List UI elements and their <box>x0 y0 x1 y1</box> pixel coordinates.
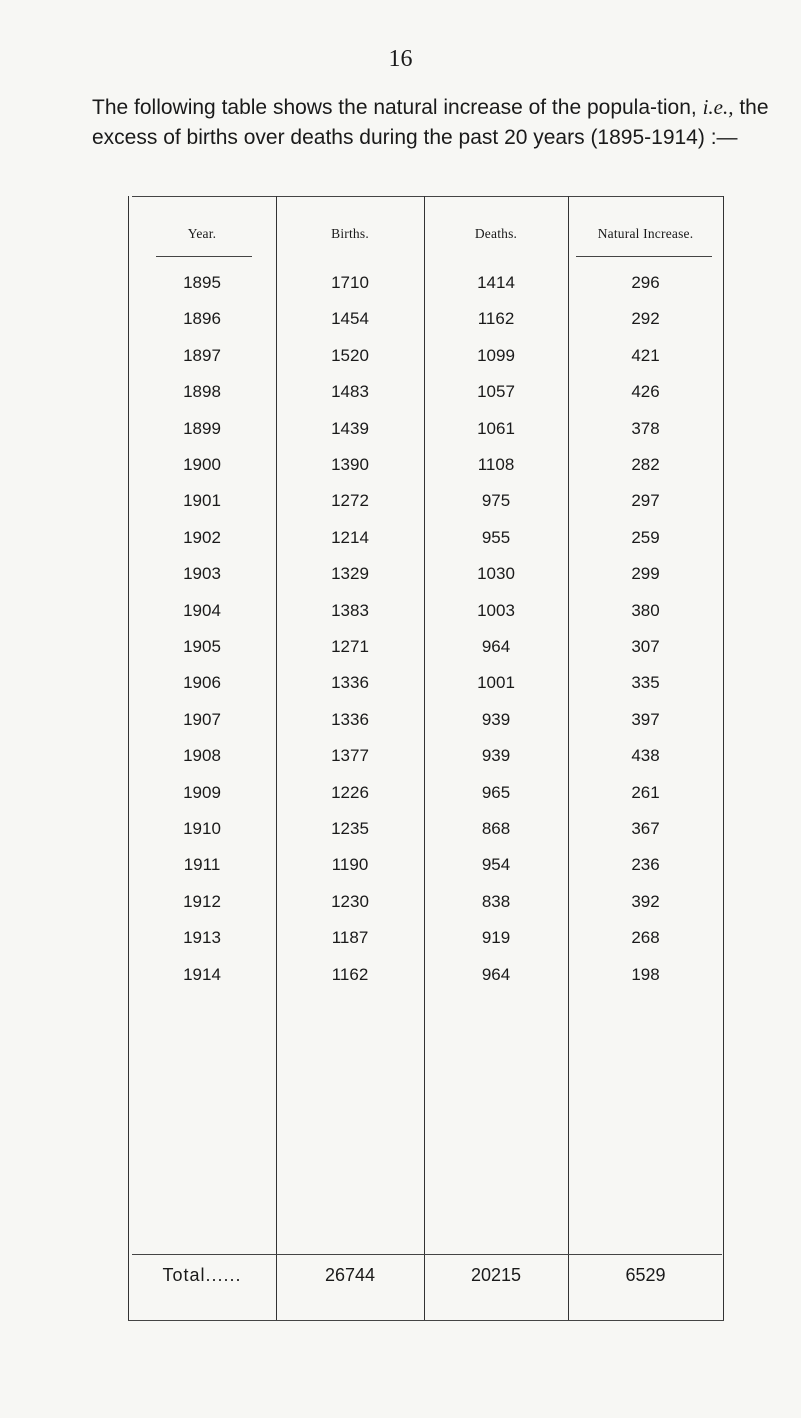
table-row <box>128 414 724 444</box>
cell-year: 1912 <box>183 891 221 911</box>
cell-year: 1901 <box>183 491 221 511</box>
cell-year: 1902 <box>183 527 221 547</box>
cell-increase: 335 <box>631 673 660 693</box>
table-row <box>128 814 724 844</box>
table-row <box>128 523 724 553</box>
cell-increase: 259 <box>631 527 660 547</box>
table-row <box>128 450 724 480</box>
cell-deaths: 1001 <box>477 673 515 693</box>
cell-increase: 380 <box>631 600 660 620</box>
table-row <box>128 960 724 990</box>
cell-deaths: 939 <box>481 746 511 766</box>
cell-births: 1377 <box>331 746 369 766</box>
cell-births: 1383 <box>331 600 369 620</box>
cell-births: 1439 <box>331 418 369 438</box>
cell-deaths: 1061 <box>477 418 515 438</box>
cell-births: 1187 <box>331 928 369 948</box>
cell-increase: 307 <box>631 637 660 656</box>
header-deaths: Deaths. <box>474 226 518 241</box>
cell-increase: 268 <box>631 928 660 948</box>
cell-year: 1904 <box>183 600 221 620</box>
cell-deaths: 1162 <box>477 309 515 329</box>
header-natural-increase: Natural Increase. <box>597 226 694 241</box>
cell-year: 1906 <box>183 673 221 693</box>
cell-births: 1226 <box>331 782 369 802</box>
cell-increase: 282 <box>631 455 660 474</box>
cell-deaths: 1099 <box>477 345 515 365</box>
table-row <box>128 268 724 298</box>
cell-deaths: 975 <box>481 491 511 511</box>
cell-deaths: 868 <box>481 819 511 838</box>
cell-deaths: 954 <box>481 855 511 875</box>
total-births: 26744 <box>324 1265 376 1285</box>
table-row <box>128 304 724 334</box>
table-row <box>128 668 724 698</box>
cell-deaths: 1003 <box>477 600 515 620</box>
total-label: Total...... <box>162 1265 242 1285</box>
cell-births: 1336 <box>331 709 369 729</box>
cell-increase: 198 <box>631 964 660 984</box>
cell-year: 1913 <box>183 928 221 948</box>
table-row <box>128 596 724 626</box>
cell-births: 1710 <box>331 273 369 292</box>
intro-paragraph <box>92 92 782 153</box>
cell-year: 1899 <box>183 418 221 438</box>
table-row <box>128 741 724 771</box>
cell-births: 1190 <box>331 855 369 875</box>
total-deaths: 20215 <box>470 1265 522 1285</box>
table-row <box>128 923 724 953</box>
cell-deaths: 939 <box>481 709 511 729</box>
header-rule-increase <box>576 256 712 257</box>
cell-year: 1898 <box>183 382 221 402</box>
cell-births: 1336 <box>331 673 369 693</box>
cell-year: 1914 <box>183 964 221 984</box>
cell-births: 1230 <box>331 891 369 911</box>
header-year: Year. <box>187 226 217 241</box>
intro-text-2: the excess of births over deaths during the past 20 years (1895-1914) :— <box>92 96 769 149</box>
intro-text-1: The following table shows the natural increase of the popula-tion, <box>92 96 697 119</box>
cell-births: 1162 <box>331 964 369 984</box>
cell-year: 1900 <box>183 455 221 474</box>
table-bottom-rule <box>128 1320 724 1321</box>
cell-deaths: 838 <box>481 891 511 911</box>
cell-deaths: 964 <box>481 964 511 984</box>
population-table <box>128 196 724 1418</box>
cell-year: 1895 <box>183 273 221 292</box>
table-row <box>128 341 724 371</box>
cell-births: 1454 <box>331 309 369 329</box>
table-row <box>128 705 724 735</box>
cell-year: 1909 <box>183 782 221 802</box>
cell-births: 1329 <box>331 564 369 584</box>
cell-deaths: 1414 <box>477 273 515 292</box>
cell-deaths: 1030 <box>477 564 515 584</box>
cell-births: 1272 <box>331 491 369 511</box>
table-row <box>128 887 724 917</box>
cell-increase: 367 <box>631 819 660 838</box>
cell-year: 1896 <box>183 309 221 329</box>
table-row <box>128 632 724 662</box>
table-row <box>128 778 724 808</box>
cell-increase: 378 <box>631 418 660 438</box>
cell-increase: 421 <box>631 345 660 365</box>
table-row <box>128 850 724 880</box>
table-row <box>128 486 724 516</box>
cell-year: 1897 <box>183 345 221 365</box>
total-rule <box>132 1254 722 1255</box>
total-row <box>128 1260 724 1290</box>
table-row <box>128 559 724 589</box>
cell-deaths: 1108 <box>477 455 515 474</box>
header-rule-year <box>156 256 252 257</box>
cell-deaths: 1057 <box>477 382 515 402</box>
cell-increase: 236 <box>631 855 660 875</box>
intro-ie: i.e., <box>702 95 734 119</box>
cell-year: 1907 <box>183 709 221 729</box>
table-top-rule <box>132 196 724 197</box>
cell-year: 1908 <box>183 746 221 766</box>
cell-increase: 296 <box>631 273 660 292</box>
cell-year: 1905 <box>183 637 221 656</box>
cell-deaths: 955 <box>481 527 511 547</box>
page-number: 16 <box>388 46 413 72</box>
cell-year: 1910 <box>183 819 221 838</box>
cell-births: 1520 <box>331 345 369 365</box>
cell-births: 1271 <box>331 637 369 656</box>
cell-increase: 438 <box>631 746 660 766</box>
cell-births: 1214 <box>331 527 369 547</box>
cell-increase: 261 <box>631 782 660 802</box>
cell-births: 1390 <box>331 455 369 474</box>
cell-deaths: 964 <box>481 637 511 656</box>
cell-increase: 292 <box>631 309 660 329</box>
cell-deaths: 919 <box>481 928 511 948</box>
header-births: Births. <box>331 226 369 241</box>
cell-year: 1911 <box>183 855 221 875</box>
cell-births: 1235 <box>331 819 369 838</box>
total-increase: 6529 <box>625 1265 666 1285</box>
cell-increase: 299 <box>631 564 660 584</box>
table-row <box>128 377 724 407</box>
cell-year: 1903 <box>183 564 221 584</box>
cell-increase: 397 <box>631 709 660 729</box>
cell-increase: 426 <box>631 382 660 402</box>
cell-births: 1483 <box>331 382 369 402</box>
cell-increase: 392 <box>631 891 660 911</box>
cell-deaths: 965 <box>481 782 511 802</box>
cell-increase: 297 <box>631 491 660 511</box>
